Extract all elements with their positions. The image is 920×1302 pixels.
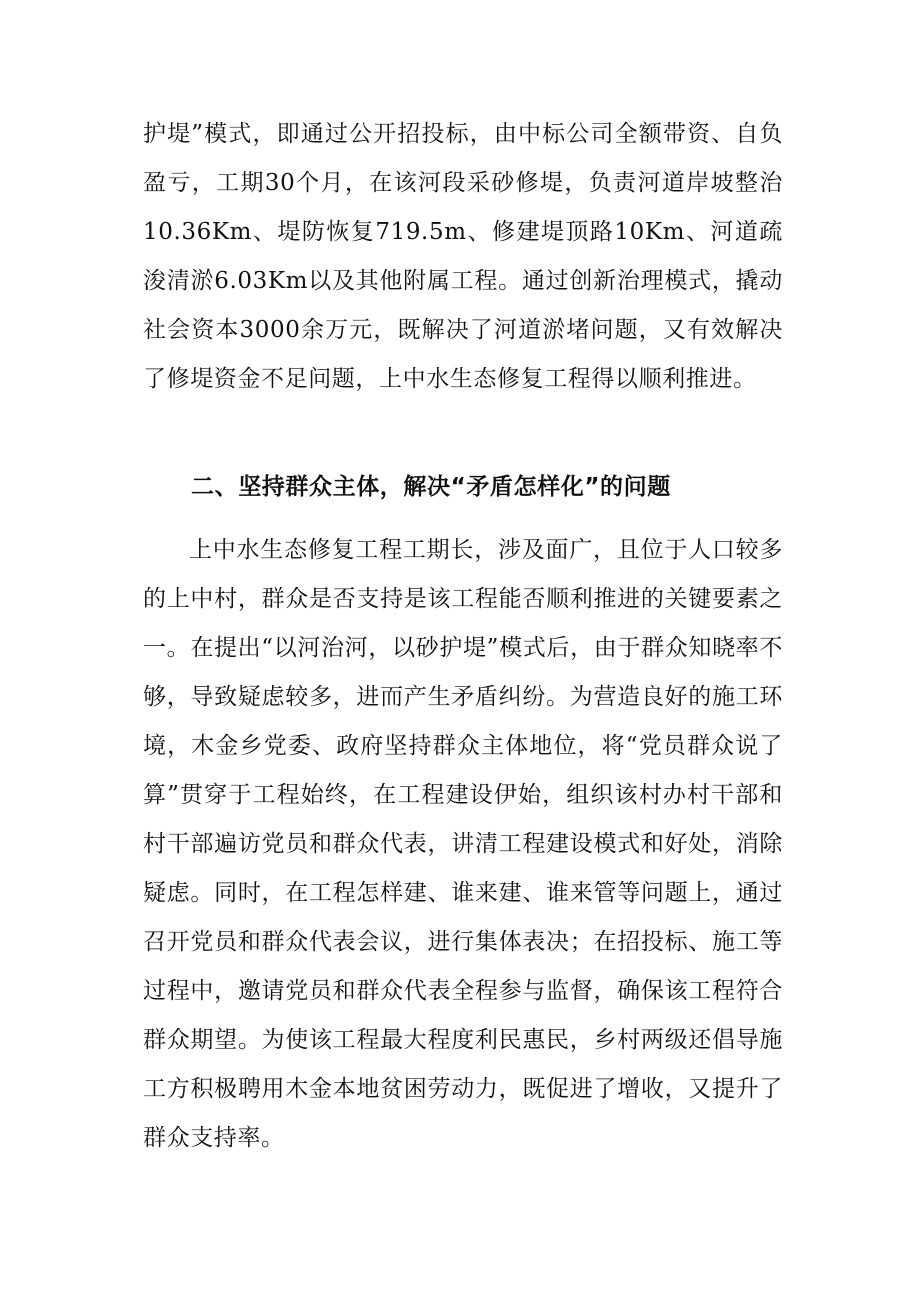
body-paragraph-2: 上中水生态修复工程工期长，涉及面广，且位于人口较多的上中村，群众是否支持是该工程能否顺利推进的关键要素之一。在提出“以河治河，以砂护堤”模式后，由于群众知晓率不够，导致疑虑较多，进而产生矛盾纠纷。为营造良好的施工环境，木金乡党委、政府坚持群众主体地位，将“党员群众说了算”贯穿于工程始终，在工程建设伊始，组织该村办村干部和村干部遍访党员和群众代表，讲清工程建设模式和好处，消除疑虑。同时，在工程怎样建、谁来建、谁来管等问题上，通过召开党员和群众代表会议，进行集体表决；在招投标、施工等过程中，邀请党员和群众代表全程参与监督，确保该工程符合群众期望。为使该工程最大程度利民惠民，乡村两级还倡导施工方积极聘用木金本地贫困劳动力，既促进了增收，又提升了群众支持率。 [143,537,783,1151]
section-heading: 二、坚持群众主体，解决“矛盾怎样化”的问题 [191,474,671,500]
body-paragraph-1: 护堤”模式，即通过公开招投标，由中标公司全额带资、自负盈亏，工期30个月，在该河段采砂修堤，负责河道岸坡整治10.36Km、堤防恢复719.5m、修建堤顶路10Km、河道疏浚清淤6.03Km以及其他附属工程。通过创新治理模式，撬动社会资本3000余万元，既解决了河道淤堵问题，又有效解决了修堤资金不足问题，上中水生态修复工程得以顺利推进。 [143,121,783,392]
